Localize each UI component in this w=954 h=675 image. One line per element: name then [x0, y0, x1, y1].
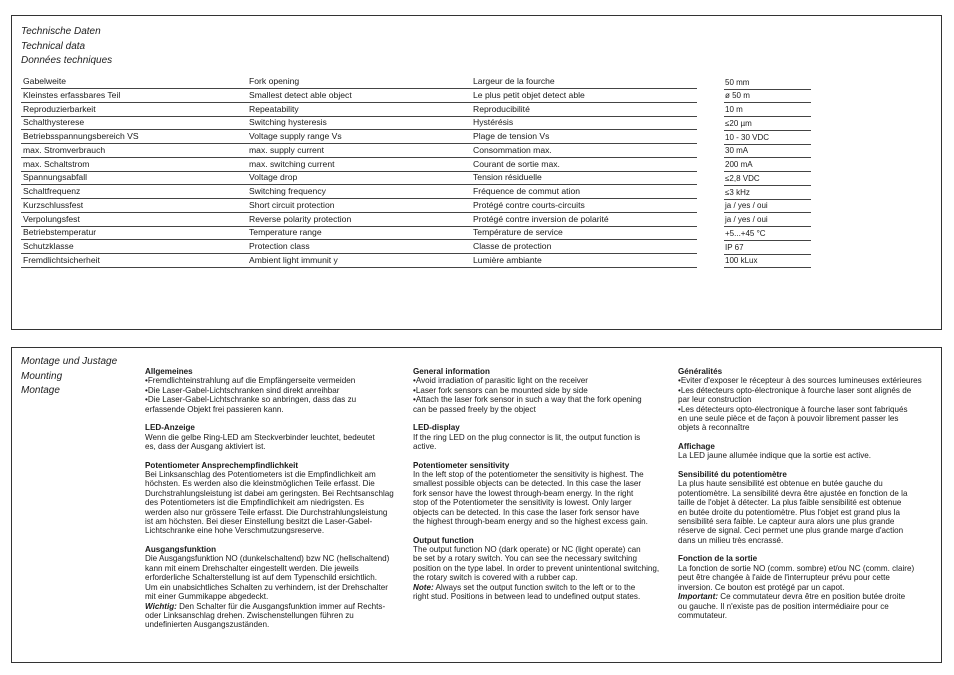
- section-heading: Sensibilité du potentiomètre: [678, 470, 787, 480]
- spec-label-de: Schalthysterese: [23, 117, 85, 128]
- spec-row: [21, 89, 696, 103]
- section-heading: Potentiometer Ansprechempfindlichkeit: [145, 460, 299, 470]
- mounting-titles: [21, 355, 117, 399]
- section-text: •Avoid irradiation of parasitic light on the receiver •Laser fork sensors can be mounted side by side •Attach the laser fork sensor in such a way that the fork opening can be passed freely by the object: [413, 376, 642, 414]
- spec-value: [724, 172, 811, 186]
- section-text: La LED jaune allumée indique que la sortie est active.: [678, 451, 872, 461]
- spec-label-de: Kurzschlussfest: [23, 199, 84, 210]
- title-fr: Données techniques: [21, 55, 113, 66]
- section-heading: Ausgangsfunktion: [145, 545, 217, 555]
- spec-label-en: Ambient light immunit y: [249, 254, 338, 265]
- technical-data-panel: [11, 15, 942, 330]
- spec-label-en: Switching hysteresis: [249, 117, 327, 128]
- section-body: [145, 376, 407, 414]
- spec-label-fr: Courant de sortie max.: [473, 158, 560, 169]
- spec-label-de: Betriebstemperatur: [23, 227, 97, 238]
- spec-value: [724, 199, 811, 213]
- section-text: •Fremdlichteinstrahlung auf die Empfängerseite vermeiden •Die Laser-Gabel-Lichtschranken sind direkt anreihbar •Die Laser-Gabel-Lichtschranke so anbringen, dass das zu erfassende Objekt frei passieren kann.: [145, 376, 357, 414]
- section-heading: General information: [413, 367, 490, 376]
- spec-label-fr: Plage de tension Vs: [473, 131, 550, 141]
- section: [145, 545, 407, 630]
- spec-value: [724, 254, 811, 268]
- spec-label-en: Smallest detect able object: [249, 89, 352, 100]
- section-text: La plus haute sensibilité est obtenue en butée gauche du potentiomètre. La sensibilité devra être ajustée en fonction de la taille de l'objet à détecter. La plus faible sensibilité est obtenue en butée droite du potentiomètre. Plus l'objet est grand plus la sensibilité sera faible. Le capteur aura alors une plus grande réserve de signal. Ceci permet une plus grande marge d'action dans un milieu très encrassé.: [678, 479, 908, 545]
- spec-label-de: Kleinstes erfassbares Teil: [23, 89, 121, 100]
- note-label: Important:: [678, 592, 719, 602]
- spec-row: [21, 185, 696, 199]
- spec-value: [724, 103, 811, 117]
- spec-row: [21, 130, 696, 144]
- note-label: Note:: [413, 582, 434, 592]
- title-fr: Montage: [21, 385, 60, 396]
- spec-label-en: max. supply current: [249, 144, 324, 155]
- spec-value-text: ≤20 µm: [725, 118, 752, 128]
- spec-label-en: Short circuit protection: [249, 199, 335, 210]
- spec-value-text: 50 mm: [725, 77, 750, 87]
- spec-value-text: ≤2,8 VDC: [725, 173, 760, 183]
- section-heading: Allgemeines: [145, 367, 193, 376]
- spec-label-en: Repeatability: [249, 103, 299, 114]
- spec-row-divider: [21, 267, 697, 268]
- spec-label-en: Protection class: [249, 241, 310, 251]
- section: [145, 423, 407, 451]
- spec-label-fr: Protégé contre courts-circuits: [473, 199, 585, 210]
- note-text: Den Schalter für die Ausgangsfunktion immer auf Rechts- oder Linksanschlag drehen. Zwischenstellungen führen zu undefinierten Ausgangszuständen.: [145, 601, 386, 630]
- title-en: Mounting: [21, 370, 63, 382]
- spec-value-text: 10 m: [725, 105, 743, 115]
- title-de: Technische Daten: [21, 26, 101, 37]
- spec-row: [21, 254, 696, 268]
- spec-value-text: IP 67: [725, 242, 744, 252]
- spec-row: [21, 171, 696, 185]
- section-heading: Affichage: [678, 442, 715, 452]
- section-text: •Eviter d'exposer le récepteur à des sources lumineuses extérieures •Les détecteurs opto-électronique à fourche laser sont alignés de par leur construction •Les détecteurs opto-électronique à fourche laser sont fabriqués en une seule pièce et de façon à pouvoir librement passer les objets à reconnaître: [678, 376, 922, 433]
- spec-label-fr: Lumière ambiante: [473, 254, 542, 265]
- spec-label-de: Schutzklasse: [23, 241, 74, 251]
- spec-label-fr: Tension résiduelle: [473, 172, 542, 183]
- spec-row: [21, 240, 696, 254]
- spec-label-de: Betriebsspannungsbereich VS: [23, 131, 139, 141]
- section: [145, 367, 407, 414]
- section-body: [678, 451, 940, 460]
- technical-data-titles: [21, 25, 112, 69]
- spec-label-fr: Classe de protection: [473, 241, 552, 251]
- section-body: [678, 376, 940, 432]
- spec-label-en: Voltage supply range Vs: [249, 131, 342, 141]
- section-body: [678, 479, 940, 545]
- spec-label-de: max. Schaltstrom: [23, 158, 90, 169]
- section-text: If the ring LED on the plug connector is lit, the output function is active.: [413, 432, 641, 452]
- section: [678, 442, 940, 461]
- spec-label-en: Switching frequency: [249, 186, 326, 196]
- section-body: [145, 433, 407, 452]
- spec-value-divider: [724, 267, 811, 268]
- spec-label-de: Fremdlichtsicherheit: [23, 254, 100, 265]
- mounting-column-fr: [678, 367, 940, 630]
- section-body: [145, 470, 407, 536]
- spec-label-fr: Le plus petit objet detect able: [473, 89, 585, 100]
- section-heading: Output function: [413, 535, 474, 545]
- spec-label-de: Reproduzierbarkeit: [23, 103, 96, 114]
- spec-value-text: 30 mA: [725, 146, 749, 156]
- note-text: Ce commutateur devra être en position butée droite ou gauche. Il n'existe pas de position intermédiaire pour ce commutateur.: [678, 592, 906, 620]
- spec-label-en: Fork opening: [249, 76, 300, 86]
- section-body: [678, 564, 940, 620]
- spec-label-de: Spannungsabfall: [23, 172, 88, 183]
- spec-row: [21, 213, 696, 227]
- spec-value: [724, 131, 811, 145]
- spec-label-de: Gabelweite: [23, 76, 66, 86]
- spec-label-de: Verpolungsfest: [23, 213, 80, 224]
- note-text: Always set the output function switch to the left or to the right stud. Positions in between lead to undefined output states.: [413, 582, 641, 602]
- spec-row: [21, 103, 696, 117]
- spec-label-fr: Température de service: [473, 227, 563, 238]
- spec-row: [21, 144, 696, 158]
- section-heading: LED-display: [413, 423, 460, 433]
- spec-label-en: Reverse polarity protection: [249, 213, 352, 224]
- spec-row: [21, 226, 696, 240]
- spec-label-en: Temperature range: [249, 227, 322, 238]
- spec-value: [724, 213, 811, 227]
- spec-row: [21, 75, 696, 89]
- section-body: [413, 545, 675, 601]
- spec-value: [724, 144, 811, 158]
- mounting-column-de: [145, 367, 407, 639]
- section-heading: LED-Anzeige: [145, 423, 195, 433]
- spec-label-en: max. switching current: [249, 158, 335, 169]
- spec-label-fr: Protégé contre inversion de polarité: [473, 213, 609, 224]
- section-heading: Fonction de la sortie: [678, 554, 758, 564]
- title-en: Technical data: [21, 40, 86, 52]
- section-text: Bei Linksanschlag des Potentiometers ist die Empfindlichkeit am höchsten. Es werden also die kleinstmöglichen Teile erfasst. Die Durchstrahlungsleistung ist dabei am geringsten. Bei Rechtsanschlag des Potentiometers ist die Empfindlichkeit am niedrigsten. Es werden also nur grössere Teile erfasst. Die Durchstrahlungsleistung ist am höchsten. Bei dieser Einstellung besitzt die Laser-Gabel- Lichtschranke eine hohe Verschmutzungsreserve.: [145, 470, 394, 536]
- section-heading: Potentiometer sensitivity: [413, 460, 510, 470]
- spec-row: [21, 158, 696, 172]
- spec-value: [724, 241, 811, 255]
- spec-row: [21, 199, 696, 213]
- title-de: Montage und Justage: [21, 356, 118, 367]
- spec-value-text: ø 50 m: [725, 91, 750, 101]
- section: [678, 367, 940, 433]
- mounting-panel: [11, 347, 942, 663]
- spec-value: [724, 76, 811, 90]
- spec-label-de: max. Stromverbrauch: [23, 144, 106, 155]
- section: [413, 423, 675, 451]
- section: [678, 470, 940, 545]
- spec-value-text: ja / yes / oui: [725, 201, 768, 211]
- section-text: In the left stop of the potentiometer the sensitivity is highest. The smallest possible objects can be detected. In this case the laser fork sensor have the lowest through-beam energy. In the right stop of the Potentiometer the sensitivity is lowest. Only larger objects can be detected. In this case the laser fork sensor have the highest through-beam energy and so the highest excess gain.: [413, 470, 648, 527]
- spec-label-fr: Fréquence de commut ation: [473, 186, 581, 196]
- section-body: [413, 433, 675, 452]
- spec-value-text: 100 kLux: [725, 256, 758, 266]
- section-text: Die Ausgangsfunktion NO (dunkelschaltend) bzw NC (hellschaltend) kann mit einem Drehschalter eingestellt werden. Die jeweils erforderliche Schalterstellung ist auf dem Typenschild ersichtlich. Um ein unabsichtliches Schalten zu verhindern, ist der Drehschalter mit einer Gummikappe abgedeckt.: [145, 554, 390, 602]
- section-text: La fonction de sortie NO (comm. sombre) et/ou NC (comm. claire) peut être changée à l'aide de l'interrupteur prévu pour cette inversion. Ce bouton est protégé par un capot.: [678, 563, 915, 592]
- spec-value: [724, 227, 811, 241]
- mounting-column-en: [413, 367, 675, 611]
- section-text: Wenn die gelbe Ring-LED am Steckverbinder leuchtet, bedeutet es, dass der Ausgang aktiviert ist.: [145, 432, 375, 452]
- spec-label-fr: Consommation max.: [473, 144, 552, 155]
- section: [413, 536, 675, 602]
- spec-label-fr: Hystérésis: [473, 117, 514, 128]
- spec-label-fr: Reproducibilité: [473, 103, 530, 114]
- spec-value-text: 200 mA: [725, 160, 753, 170]
- spec-label-de: Schaltfrequenz: [23, 186, 81, 196]
- section-body: [413, 470, 675, 526]
- section: [678, 554, 940, 620]
- spec-value: [724, 186, 811, 200]
- section-body: [145, 554, 407, 629]
- spec-label-en: Voltage drop: [249, 172, 298, 183]
- spec-value-text: ≤3 kHz: [725, 187, 750, 197]
- spec-value-text: ja / yes / oui: [725, 215, 768, 225]
- spec-label-fr: Largeur de la fourche: [473, 76, 555, 86]
- section-body: [413, 376, 675, 414]
- section: [145, 461, 407, 536]
- spec-row: [21, 116, 696, 130]
- section: [413, 461, 675, 527]
- spec-value-text: +5...+45 °C: [725, 228, 766, 238]
- section-text: The output function NO (dark operate) or NC (light operate) can be set by a rotary switch. You can see the necessary switching position on the type label. In order to prevent unintentional switching, the rotary switch is covered with a rubber cap.: [413, 545, 660, 583]
- spec-value: [724, 158, 811, 172]
- section-heading: Généralités: [678, 367, 723, 376]
- spec-value-text: 10 - 30 VDC: [725, 132, 770, 142]
- spec-value: [724, 117, 811, 131]
- section: [413, 367, 675, 414]
- spec-value: [724, 89, 811, 103]
- note-label: Wichtig:: [145, 601, 177, 611]
